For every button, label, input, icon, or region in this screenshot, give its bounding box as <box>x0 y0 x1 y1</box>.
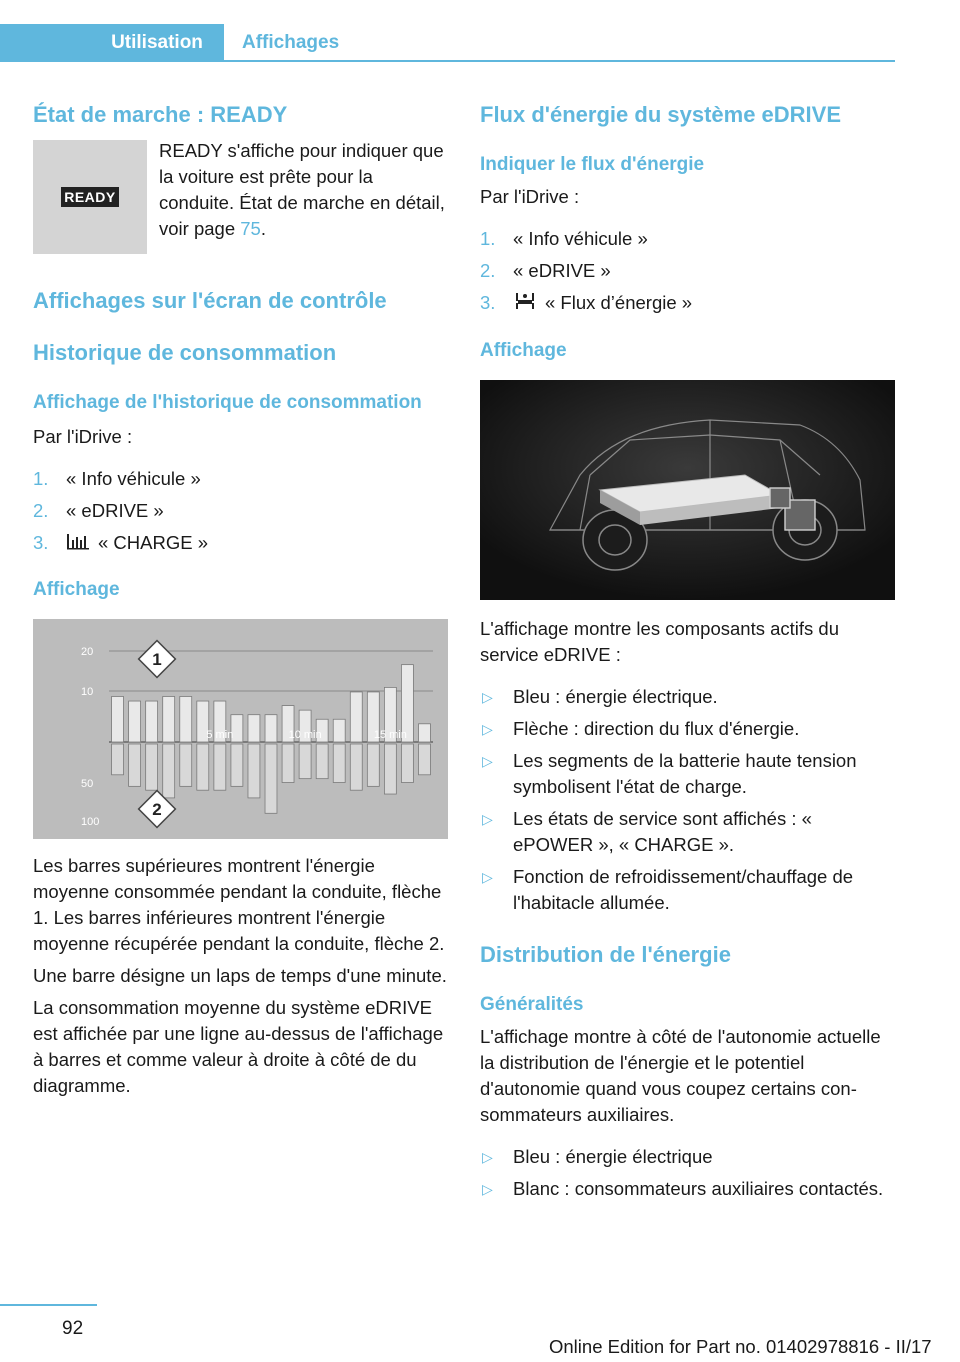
page-number: 92 <box>62 1318 84 1339</box>
flux-subheading: Indiquer le flux d'énergie <box>480 154 705 175</box>
upper-bar <box>419 724 431 742</box>
bullet-triangle-icon: ▷ <box>482 1148 493 1165</box>
list-item: ▷ Les états de service sont affichés : « ePOWER », « CHARGE ». <box>482 807 812 855</box>
ready-block <box>33 138 448 256</box>
lower-bar <box>265 744 277 813</box>
via-idrive: Par l'iDrive : <box>480 186 580 207</box>
upper-bar <box>146 701 158 742</box>
list-item: 2. « eDRIVE » <box>480 260 611 281</box>
flux-heading: Flux d'énergie du système eDRIVE <box>480 102 842 127</box>
bullet-triangle-icon: ▷ <box>482 810 493 827</box>
lower-bar <box>180 744 192 786</box>
left-column <box>33 102 448 1099</box>
list-item: ▷ Flèche : direction du flux d'énergie. <box>480 716 895 742</box>
x-tick-label: 10 min <box>288 729 322 742</box>
consumption-chart <box>33 619 448 839</box>
list-item: ▷ Fonction de refroidissement/chauffage de l'habitacle allumée. <box>482 865 854 913</box>
paragraph: Les barres supérieures montrent l'énergie moyenne consommée pendant la conduite, flèche 1. Les barres inférieures montrent l'énergie moyenne récupérée pendant la conduite, flèche 2. <box>33 855 445 955</box>
bullet-triangle-icon: ▷ <box>482 720 493 737</box>
lower-bar <box>129 744 141 786</box>
lower-bar <box>367 744 379 786</box>
lower-bar <box>231 744 243 786</box>
lower-bar <box>384 744 396 794</box>
screen-heading: Affichages sur l'écran de contrôle <box>33 288 387 313</box>
tab-utilisation[interactable]: Utilisation <box>0 24 224 62</box>
header-tabs <box>0 24 895 62</box>
bullet-triangle-icon: ▷ <box>482 752 493 769</box>
history-subheading: Affichage de l'historique de consommation <box>33 392 422 413</box>
upper-bar <box>112 697 124 743</box>
ready-heading: État de marche : READY <box>33 102 288 127</box>
upper-bar <box>350 692 362 742</box>
bullet-triangle-icon: ▷ <box>482 688 493 705</box>
lower-bar <box>350 744 362 790</box>
lower-bar <box>197 744 209 790</box>
paragraph: Une barre désigne un laps de temps d'une minute. <box>33 965 447 987</box>
ready-text: READY s'affiche pour indiquer que la voiture est prête pour la conduite. État de marche en détail, voir page 75. <box>159 140 445 239</box>
ready-image <box>33 140 147 254</box>
distribution-list <box>480 1144 895 1202</box>
car-illustration <box>480 380 895 600</box>
upper-bar <box>180 697 192 743</box>
bullet-triangle-icon: ▷ <box>482 868 493 885</box>
lower-bar <box>401 744 413 783</box>
bar-chart-icon <box>66 531 90 557</box>
svg-text:2: 2 <box>152 800 162 820</box>
lower-bar <box>419 744 431 775</box>
list-item: 1. « Info véhicule » <box>480 228 648 249</box>
callout-marker <box>139 641 176 678</box>
header-rule <box>224 60 895 62</box>
components-list <box>480 684 895 916</box>
display-label: Affichage <box>33 579 120 601</box>
ready-badge: READY <box>61 187 119 207</box>
lower-bar <box>112 744 124 775</box>
list-item: 3. « Flux d’énergie » <box>480 290 895 318</box>
list-item: 3. « CHARGE » <box>33 530 448 557</box>
svg-text:1: 1 <box>152 650 162 670</box>
upper-bar <box>333 719 345 742</box>
paragraph: La consommation moyenne du système eDRIVE est affichée par une ligne au-dessus de l'affichage à barres et comme valeur à droite à côté de du diagramme. <box>33 997 444 1097</box>
list-item: 2. « eDRIVE » <box>33 500 164 521</box>
tick-label: 20 <box>81 646 94 659</box>
via-idrive: Par l'iDrive : <box>33 426 133 447</box>
footer-rule <box>0 1304 97 1306</box>
right-steps <box>480 226 895 318</box>
general-heading: Généralités <box>480 993 584 1015</box>
edition-note: Online Edition for Part no. 01402978816 - II/17 <box>549 1336 932 1357</box>
upper-bar <box>248 715 260 742</box>
tick-label: 100 <box>81 816 100 829</box>
lower-bar <box>333 744 345 783</box>
bullet-triangle-icon: ▷ <box>482 1180 493 1197</box>
list-item: ▷ Les segments de la batterie haute tension symbolisent l'état de charge. <box>482 749 857 797</box>
lower-bar <box>316 744 328 779</box>
list-item: ▷ Bleu : énergie électrique. <box>480 684 895 710</box>
list-item: 1. « Info véhicule » <box>33 468 201 489</box>
lower-bar <box>282 744 294 783</box>
edrive-car-image <box>480 380 895 600</box>
list-item: ▷ Bleu : énergie électrique <box>480 1144 895 1170</box>
display-label: Affichage <box>480 339 567 361</box>
x-tick-label: 5 min <box>206 729 234 742</box>
lower-bar <box>299 744 311 779</box>
lower-bar <box>214 744 226 790</box>
list-item: ▷ Blanc : consommateurs auxiliaires contactés. <box>480 1176 895 1202</box>
tick-label: 10 <box>81 686 94 699</box>
tick-label: 50 <box>81 778 94 791</box>
components-intro: L'affichage montre les composants actifs du service eDRIVE : <box>480 617 839 665</box>
general-text: L'affichage montre à côté de l'autonomie actuelle la distribution de l'énergie et le potentiel d'autonomie quand vous coupez certains consommateurs auxiliaires. <box>480 1025 881 1125</box>
upper-bar <box>129 701 141 742</box>
lower-bar <box>146 744 158 790</box>
tab-affichages[interactable]: Affichages <box>242 32 340 53</box>
page-link[interactable]: 75 <box>240 218 261 239</box>
lower-bar <box>163 744 175 798</box>
left-steps <box>33 466 448 557</box>
distribution-heading: Distribution de l'énergie <box>480 941 731 967</box>
x-tick-label: 15 min <box>373 729 407 742</box>
upper-bar <box>163 697 175 743</box>
energy-flow-icon <box>513 291 537 318</box>
right-column <box>480 102 895 1208</box>
history-heading: Historique de consommation <box>33 340 337 365</box>
lower-bar <box>248 744 260 798</box>
upper-bar <box>265 715 277 742</box>
consumption-chart-svg <box>33 619 448 839</box>
